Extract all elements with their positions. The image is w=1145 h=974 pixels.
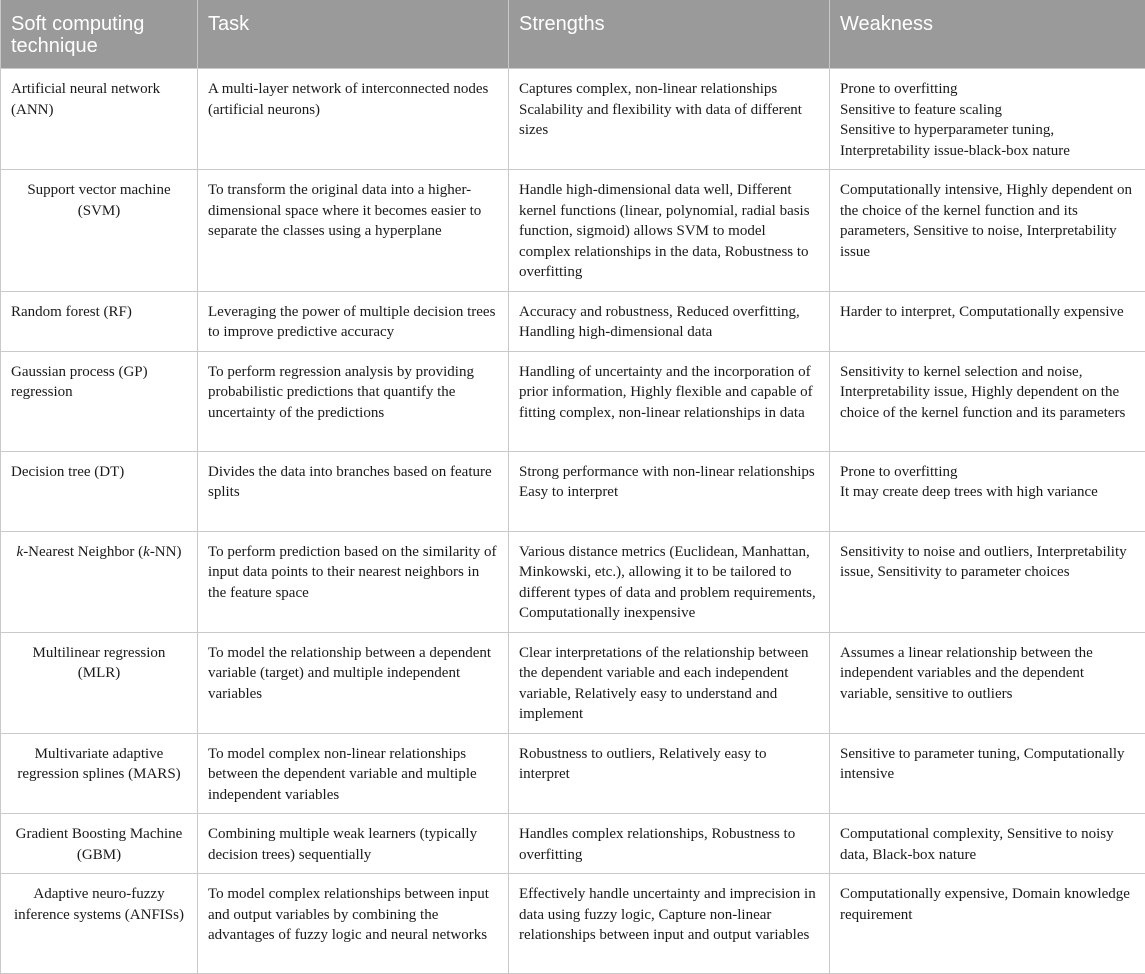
table-row (1, 733, 1145, 814)
strengths-text: Handling of uncertainty and the incorporation of prior information, Highly flexible and capable of fitting complex, non-linear relationships in data (519, 362, 819, 424)
strengths-cell (509, 351, 830, 451)
technique-text: Multilinear regression (MLR) (11, 643, 187, 684)
task-cell (198, 351, 509, 451)
strengths-text: Accuracy and robustness, Reduced overfitting, Handling high-dimensional data (519, 302, 819, 343)
weakness-text: It may create deep trees with high variance (840, 482, 1135, 503)
weakness-text: Prone to overfitting (840, 462, 1135, 483)
technique-cell (1, 69, 198, 170)
technique-cell (1, 733, 198, 814)
technique-cell (1, 814, 198, 874)
technique-text: k-Nearest Neighbor (k-NN) (17, 544, 182, 560)
weakness-text: Computationally expensive, Domain knowledge requirement (840, 884, 1135, 925)
weakness-text: Harder to interpret, Computationally expensive (840, 302, 1135, 323)
weakness-cell (830, 351, 1145, 451)
weakness-cell (830, 733, 1145, 814)
table-row (1, 531, 1145, 632)
task-cell (198, 69, 509, 170)
task-cell (198, 291, 509, 351)
table-row (1, 451, 1145, 531)
strengths-text: Clear interpretations of the relationship between the dependent variable and each independent variable, Relatively easy to understand and implement (519, 643, 819, 725)
weakness-text: Computational complexity, Sensitive to noisy data, Black-box nature (840, 824, 1135, 865)
weakness-text: Sensitive to feature scaling (840, 100, 1135, 121)
weakness-text: Sensitive to hyperparameter tuning, Interpretability issue-black-box nature (840, 120, 1135, 161)
strengths-cell (509, 451, 830, 531)
technique-cell (1, 351, 198, 451)
weakness-cell (830, 451, 1145, 531)
header-technique: Soft computing technique (1, 0, 198, 69)
task-text: To transform the original data into a higher-dimensional space where it becomes easier to separate the classes using a hyperplane (208, 180, 498, 242)
technique-cell (1, 531, 198, 632)
table-row (1, 69, 1145, 170)
table-row (1, 814, 1145, 874)
strengths-cell (509, 814, 830, 874)
task-cell (198, 451, 509, 531)
header-strengths: Strengths (509, 0, 830, 69)
strengths-text: Effectively handle uncertainty and imprecision in data using fuzzy logic, Capture non-linear relationships between input and output variables (519, 884, 819, 946)
task-text: Divides the data into branches based on feature splits (208, 462, 498, 503)
strengths-cell (509, 170, 830, 292)
strengths-text: Various distance metrics (Euclidean, Manhattan, Minkowski, etc.), allowing it to be tailored to different types of data and problem requirements, Computationally inexpensive (519, 542, 819, 624)
table-row (1, 351, 1145, 451)
weakness-cell (830, 531, 1145, 632)
weakness-text: Sensitivity to noise and outliers, Interpretability issue, Sensitivity to parameter choices (840, 542, 1135, 583)
strengths-text: Handle high-dimensional data well, Different kernel functions (linear, polynomial, radial basis function, sigmoid) allows SVM to model complex relationships in the data, Robustness to overfitting (519, 180, 819, 283)
weakness-text: Sensitive to parameter tuning, Computationally intensive (840, 744, 1135, 785)
technique-text: Adaptive neuro-fuzzy inference systems (ANFISs) (11, 884, 187, 925)
technique-cell (1, 170, 198, 292)
technique-cell (1, 874, 198, 974)
weakness-cell (830, 874, 1145, 974)
weakness-text: Sensitivity to kernel selection and noise, Interpretability issue, Highly dependent on the choice of the kernel function and its parameters (840, 362, 1135, 424)
task-cell (198, 733, 509, 814)
technique-text: Decision tree (DT) (11, 462, 187, 483)
strengths-cell (509, 632, 830, 733)
technique-text: Multivariate adaptive regression splines (MARS) (11, 744, 187, 785)
header-row (1, 0, 1145, 69)
task-cell (198, 170, 509, 292)
strengths-cell (509, 291, 830, 351)
technique-cell (1, 291, 198, 351)
table-row (1, 632, 1145, 733)
task-cell (198, 632, 509, 733)
task-text: To model complex relationships between input and output variables by combining the advantages of fuzzy logic and neural networks (208, 884, 498, 946)
weakness-text: Prone to overfitting (840, 79, 1135, 100)
task-text: To perform regression analysis by providing probabilistic predictions that quantify the uncertainty of the predictions (208, 362, 498, 424)
technique-cell (1, 632, 198, 733)
strengths-text: Easy to interpret (519, 482, 819, 503)
task-cell (198, 814, 509, 874)
task-text: To model complex non-linear relationships between the dependent variable and multiple independent variables (208, 744, 498, 806)
strengths-cell (509, 531, 830, 632)
task-text: Combining multiple weak learners (typically decision trees) sequentially (208, 824, 498, 865)
task-text: To perform prediction based on the similarity of input data points to their nearest neighbors in the feature space (208, 542, 498, 604)
weakness-text: Computationally intensive, Highly dependent on the choice of the kernel function and its parameters, Sensitive to noise, Interpretability issue (840, 180, 1135, 262)
strengths-text: Captures complex, non-linear relationships (519, 79, 819, 100)
weakness-cell (830, 632, 1145, 733)
strengths-cell (509, 69, 830, 170)
technique-cell (1, 451, 198, 531)
weakness-cell (830, 170, 1145, 292)
task-cell (198, 874, 509, 974)
weakness-text: Assumes a linear relationship between the independent variables and the dependent variable, sensitive to outliers (840, 643, 1135, 705)
weakness-cell (830, 69, 1145, 170)
technique-text: Gaussian process (GP) regression (11, 362, 187, 403)
table-row (1, 874, 1145, 974)
table-row (1, 291, 1145, 351)
technique-text: Support vector machine (SVM) (11, 180, 187, 221)
technique-text: Random forest (RF) (11, 302, 187, 323)
table-row (1, 170, 1145, 292)
technique-text: Artificial neural network (ANN) (11, 79, 187, 120)
strengths-cell (509, 733, 830, 814)
strengths-text: Robustness to outliers, Relatively easy to interpret (519, 744, 819, 785)
strengths-text: Handles complex relationships, Robustness to overfitting (519, 824, 819, 865)
strengths-cell (509, 874, 830, 974)
technique-text: Gradient Boosting Machine (GBM) (11, 824, 187, 865)
strengths-text: Strong performance with non-linear relationships (519, 462, 819, 483)
task-cell (198, 531, 509, 632)
task-text: To model the relationship between a dependent variable (target) and multiple independent variables (208, 643, 498, 705)
header-task: Task (198, 0, 509, 69)
header-weakness: Weakness (830, 0, 1145, 69)
weakness-cell (830, 291, 1145, 351)
strengths-text: Scalability and flexibility with data of different sizes (519, 100, 819, 141)
task-text: A multi-layer network of interconnected nodes (artificial neurons) (208, 79, 498, 120)
weakness-cell (830, 814, 1145, 874)
task-text: Leveraging the power of multiple decision trees to improve predictive accuracy (208, 302, 498, 343)
